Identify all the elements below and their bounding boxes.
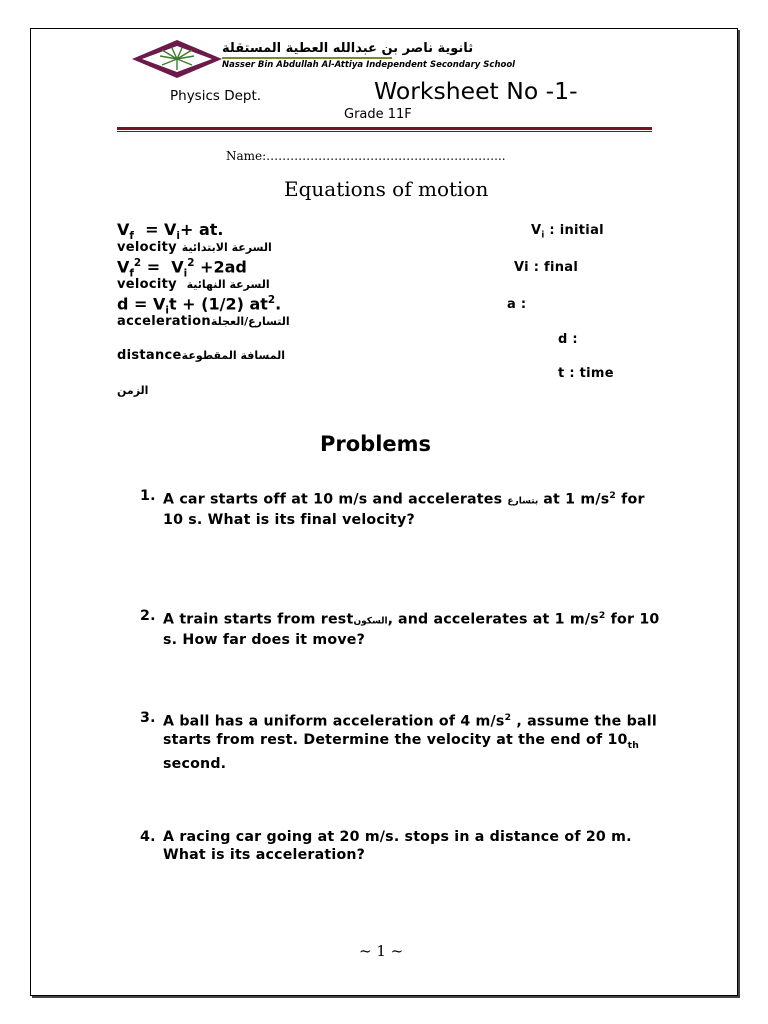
school-name-arabic: ثانوية ناصر بن عبدالله العطية المستقلة	[222, 41, 474, 56]
legend-d: d :	[558, 332, 578, 347]
section-title: Equations of motion	[284, 177, 489, 201]
problems-title: Problems	[320, 432, 432, 456]
problem-4: 4. A racing car going at 20 m/s. stops in a distance of 20 m. What is its acceleration?	[140, 829, 632, 863]
problem-1: 1. A car starts off at 10 m/s and accelerates بتسارع at 1 $m/s^2$ for 10 s. What is its final velocity?	[140, 488, 645, 528]
school-name-rule	[222, 57, 392, 59]
name-line: Name:…………………………………………………...	[226, 149, 506, 163]
legend-vi: $V_i$ : initial	[531, 223, 604, 240]
equation-distance: $d = V_it + (1/2)$ $at^2$.	[117, 294, 282, 317]
equation-velocity: $V_f = V_i+$ at.	[117, 220, 224, 243]
school-name-english: Nasser Bin Abdullah Al-Attiya Independent Secondary School	[222, 60, 516, 70]
legend-a-line2: accelerationالتسارع/العجلة	[117, 314, 290, 329]
problem-2: 2. A train starts from restالسكون, and accelerates at 1 $m/s^2$ for 10 s. How far does it move?	[140, 608, 660, 648]
legend-vf: Vi : final	[514, 260, 579, 275]
legend-d-line2: distanceالمسافة المقطوعة	[117, 348, 285, 363]
header-rule-thick	[117, 127, 652, 130]
header-rule-thin	[117, 131, 652, 132]
legend-vf-line2: velocity السرعة النهائية	[117, 277, 270, 292]
legend-t-arabic: الزمن	[117, 384, 149, 397]
legend-vi-line2: velocity السرعة الابتدائية	[117, 240, 272, 255]
equation-velocity-squared: $V_f^2 = V_i^2 +2ad$	[117, 257, 247, 280]
department-label: Physics Dept.	[170, 88, 262, 104]
grade-label: Grade 11F	[344, 107, 412, 122]
school-logo-icon	[132, 38, 222, 80]
legend-t: t : time	[558, 366, 614, 381]
problem-3: 3. A ball has a uniform acceleration of 4 $m/s^2$ , assume the ball starts from rest. Determine the velocity at the end of $10_{th}$ second.	[140, 710, 657, 772]
legend-a: a :	[507, 297, 527, 312]
worksheet-title: Worksheet No -1-	[374, 77, 578, 105]
page-number: ~ 1 ~	[359, 942, 404, 960]
